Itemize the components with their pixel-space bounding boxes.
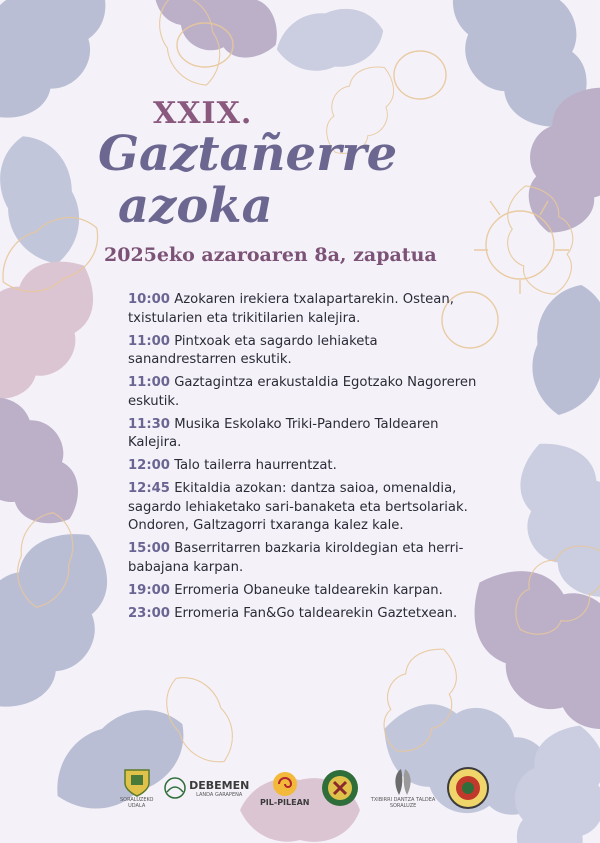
schedule-time: 11:00 bbox=[128, 375, 170, 390]
dantza-caption-2: SORALUZE bbox=[389, 803, 417, 809]
schedule-text: Ekitaldia azokan: dantza saioa, omenaldia, sagardo lehiaketako sari-banaketa eta bertsolariak. Ondoren, Galtzagorri txaranga kalez kale. bbox=[128, 481, 468, 533]
schedule-list bbox=[128, 291, 488, 628]
badge-logo bbox=[446, 766, 490, 810]
shield-icon bbox=[122, 767, 152, 797]
schedule-time: 12:00 bbox=[128, 458, 170, 473]
schedule-text: Pintxoak eta sagardo lehiaketa sanandrestarren eskutik. bbox=[128, 333, 378, 367]
pilpilean-name: PIL-PILEAN bbox=[259, 797, 310, 807]
debemen-subtitle: LANDA GARAPENA bbox=[196, 791, 243, 798]
title-line-1: Gaztañerre bbox=[98, 126, 398, 182]
emblem-logo bbox=[320, 768, 360, 808]
title-line-2: azoka bbox=[118, 178, 273, 234]
schedule-item bbox=[128, 291, 488, 328]
schedule-time: 12:45 bbox=[128, 481, 170, 496]
soraluze-caption-2: UDALA bbox=[128, 803, 146, 809]
schedule-time: 11:30 bbox=[128, 416, 170, 432]
dantza-logo bbox=[371, 767, 436, 809]
schedule-item bbox=[128, 480, 488, 536]
schedule-text: Musika Eskolako Triki-Pandero Taldearen Kalejira. bbox=[128, 416, 439, 450]
schedule-time: 23:00 bbox=[128, 605, 170, 621]
feather-icon bbox=[389, 767, 417, 797]
schedule-text: Talo tailerra haurrentzat. bbox=[174, 458, 337, 473]
schedule-time: 10:00 bbox=[128, 292, 170, 307]
schedule-text: Erromeria Obaneuke taldearekin karpan. bbox=[174, 582, 443, 598]
schedule-time: 11:00 bbox=[128, 333, 170, 349]
hill-icon bbox=[164, 777, 186, 799]
schedule-item bbox=[128, 416, 488, 453]
soraluze-caption-1: SORALUZEKO bbox=[120, 797, 154, 803]
schedule-item bbox=[128, 333, 488, 370]
badge-icon bbox=[446, 766, 490, 810]
debemen-name: DEBEMEN bbox=[189, 778, 250, 792]
emblem-icon bbox=[320, 768, 360, 808]
schedule-time: 19:00 bbox=[128, 582, 170, 598]
snail-icon bbox=[270, 770, 300, 798]
schedule-item bbox=[128, 374, 488, 411]
sponsor-logos bbox=[120, 758, 490, 818]
debemen-logo bbox=[164, 777, 249, 799]
edition-number: XXIX. bbox=[153, 96, 253, 131]
schedule-time: 15:00 bbox=[128, 541, 170, 556]
dantza-caption-1: TXIBIRRI DANTZA TALDEA bbox=[370, 797, 436, 803]
schedule-text: Baserritarren bazkaria kiroldegian eta herri-babajana karpan. bbox=[128, 541, 464, 575]
schedule-item bbox=[128, 457, 488, 476]
soraluze-logo bbox=[120, 767, 153, 809]
pilpilean-logo bbox=[260, 770, 310, 807]
schedule-text: Erromeria Fan&Go taldearekin Gaztetxean. bbox=[174, 605, 458, 621]
page-title bbox=[98, 128, 518, 232]
schedule-item bbox=[128, 605, 488, 624]
schedule-item bbox=[128, 582, 488, 601]
schedule-text: Gaztagintza erakustaldia Egotzako Nagoreren eskutik. bbox=[128, 375, 477, 409]
schedule-text: Azokaren irekiera txalapartarekin. Ostean, txistularien eta trikitilarien kalejira. bbox=[128, 292, 454, 326]
event-date: 2025eko azaroaren 8a, zapatua bbox=[104, 244, 437, 266]
schedule-item bbox=[128, 540, 488, 577]
